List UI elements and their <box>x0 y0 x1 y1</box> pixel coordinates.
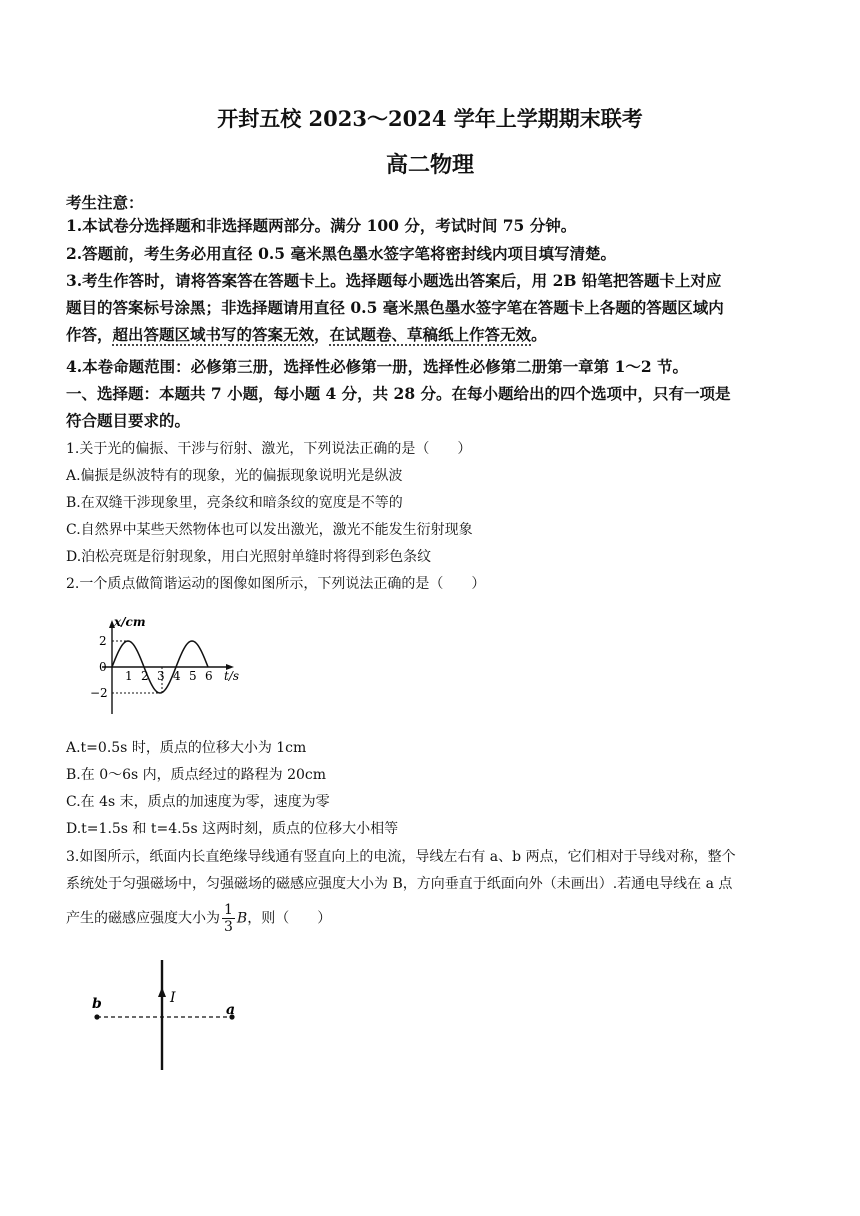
question-2-option-d: D.t=1.5s 和 t=4.5s 这两时刻，质点的位移大小相等 <box>66 821 399 837</box>
question-2-option-b: B.在 0～6s 内，质点经过的路程为 20cm <box>66 767 327 783</box>
question-3-line-3 <box>66 902 331 935</box>
question-2-option-a: A.t=0.5s 时，质点的位移大小为 1cm <box>66 740 307 756</box>
graph-x-tick-1: 1 <box>125 669 133 683</box>
question-3-line-2: 系统处于匀强磁场中，匀强磁场的磁感应强度大小为 B，方向垂直于纸面向外（未画出）.若通电导线在 a 点 <box>66 876 733 892</box>
graph-x-label: t/s <box>224 669 240 683</box>
question-1-option-a: A.偏振是纵波特有的现象，光的偏振现象说明光是纵波 <box>66 468 403 484</box>
notice-emphasis-1: 超出答题区域书写的答案无效 <box>112 325 315 344</box>
notice-item-3-line-3 <box>66 323 547 345</box>
question-1-option-d: D.泊松亮斑是衍射现象，用白光照射单缝时将得到彩色条纹 <box>66 549 432 565</box>
notice-text: 作答， <box>66 325 113 344</box>
shm-graph <box>84 612 254 722</box>
graph-x-tick-5: 5 <box>189 669 197 683</box>
question-3-text: ，则（ ） <box>247 910 332 927</box>
notice-heading: 考生注意： <box>66 193 144 212</box>
wire-figure <box>84 955 254 1075</box>
fraction-numerator: 1 <box>224 902 233 918</box>
section-heading-line-1: 一、选择题：本题共 7 小题，每小题 4 分，共 28 分。在每小题给出的四个选项中，只有一项是 <box>66 384 731 403</box>
point-b-label: b <box>92 996 102 1012</box>
point-b <box>94 1014 99 1019</box>
notice-text: ， <box>314 325 330 344</box>
question-2-option-c: C.在 4s 末，质点的加速度为零，速度为零 <box>66 794 330 810</box>
exam-title: 开封五校 2023～2024 学年上学期期末联考 <box>217 106 643 131</box>
section-heading-line-2: 符合题目要求的。 <box>66 411 191 430</box>
notice-item-2: 2.答题前，考生务必用直径 0.5 毫米黑色墨水签字笔将密封线内项目填写清楚。 <box>66 244 616 263</box>
graph-y-tick-2: 2 <box>99 634 107 648</box>
fraction-denominator: 3 <box>224 919 233 935</box>
graph-x-tick-4: 4 <box>173 669 181 683</box>
graph-y-label: x/cm <box>114 615 146 629</box>
notice-emphasis-2: 在试题卷、草稿纸上作答无效 <box>329 325 532 344</box>
current-arrow-icon <box>158 987 166 997</box>
graph-x-tick-2: 2 <box>141 669 149 683</box>
notice-item-3-line-1: 3.考生作答时，请将答案答在答题卡上。选择题每小题选出答案后，用 2B 铅笔把答题卡上对应 <box>66 271 722 290</box>
question-3-line-1: 3.如图所示，纸面内长直绝缘导线通有竖直向上的电流，导线左右有 a、b 两点，它们相对于导线对称，整个 <box>66 849 736 865</box>
graph-y-tick-neg2: −2 <box>90 686 108 700</box>
exam-subject: 高二物理 <box>385 152 474 178</box>
question-2-stem: 2.一个质点做简谐运动的图像如图所示，下列说法正确的是（ ） <box>66 576 486 592</box>
graph-y-tick-0: 0 <box>99 660 107 674</box>
field-symbol: B <box>236 910 248 927</box>
notice-text: 。 <box>531 325 547 344</box>
graph-x-tick-3: 3 <box>157 669 165 683</box>
question-1-stem: 1.关于光的偏振、干涉与衍射、激光，下列说法正确的是（ ） <box>66 441 472 457</box>
question-1-option-c: C.自然界中某些天然物体也可以发出激光，激光不能发生衍射现象 <box>66 522 473 538</box>
notice-item-3-line-2: 题目的答案标号涂黑；非选择题请用直径 0.5 毫米黑色墨水签字笔在答题卡上各题的答题区域内 <box>66 298 724 317</box>
current-label: I <box>170 990 176 1006</box>
question-3-text: 产生的磁感应强度大小为 <box>66 910 220 927</box>
notice-item-4: 4.本卷命题范围：必修第三册，选择性必修第一册，选择性必修第二册第一章第 1～2 节。 <box>66 357 689 376</box>
fraction <box>222 902 235 935</box>
graph-x-tick-6: 6 <box>205 669 213 683</box>
point-a-label: a <box>226 1002 236 1018</box>
question-1-option-b: B.在双缝干涉现象里，亮条纹和暗条纹的宽度是不等的 <box>66 495 403 511</box>
notice-item-1: 1.本试卷分选择题和非选择题两部分。满分 100 分，考试时间 75 分钟。 <box>66 216 577 235</box>
